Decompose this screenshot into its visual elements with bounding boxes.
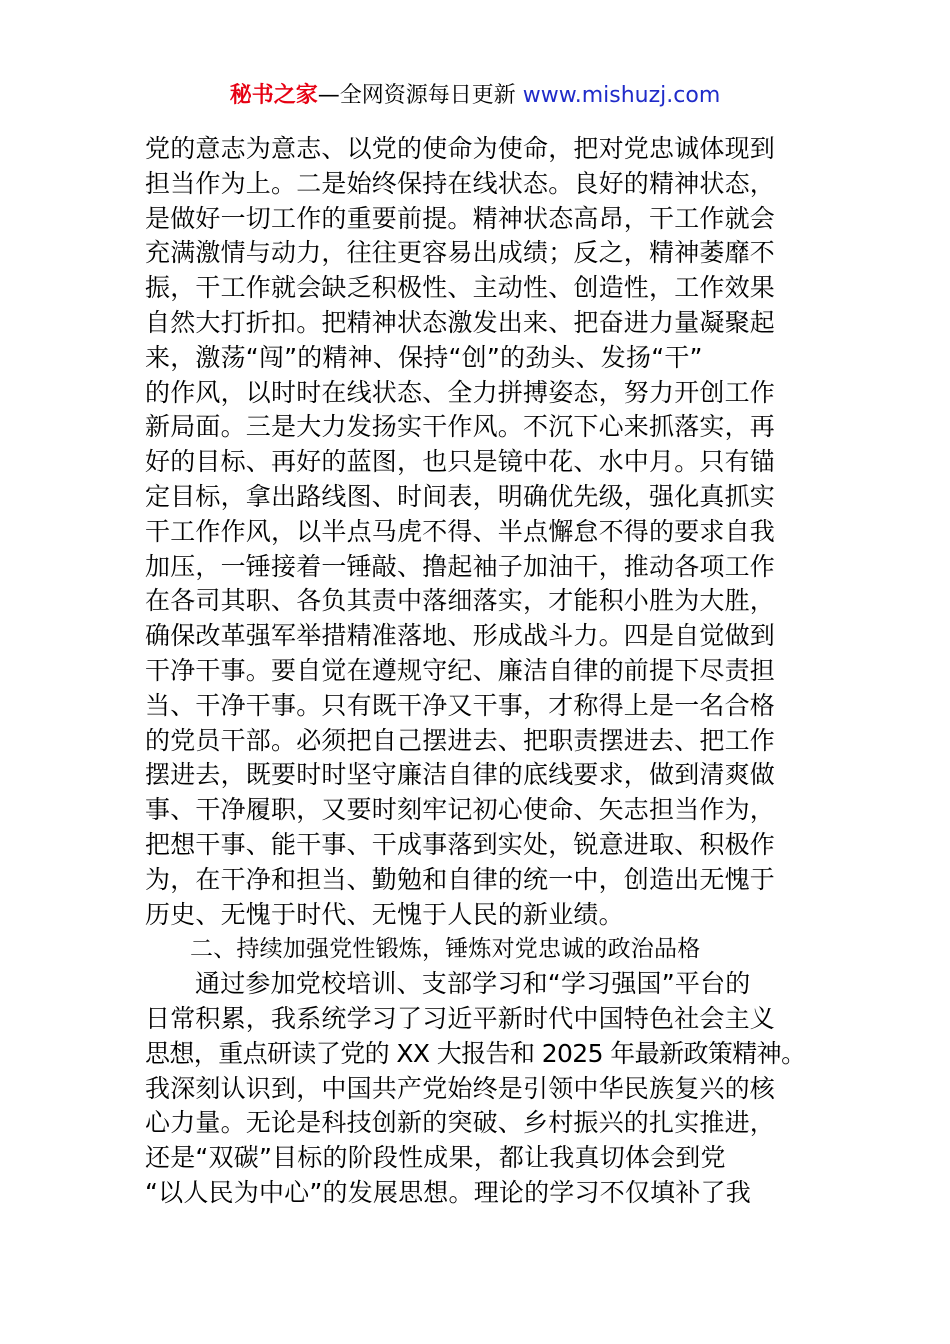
body-line: 是做好一切工作的重要前提。精神状态高昂，干工作就会 [145,203,776,233]
section-line: 思想，重点研读了党的 XX 大报告和 2025 年最新政策精神。 [145,1038,806,1068]
body-line: 担当作为上。二是始终保持在线状态。良好的精神状态， [145,168,776,198]
body-line: 确保改革强军举措精准落地、形成战斗力。四是自觉做到 [145,621,776,651]
site-url-link[interactable]: www.mishuzj.com [522,83,721,108]
body-line: 好的目标、再好的蓝图，也只是镜中花、水中月。只有锚 [145,447,776,477]
body-line: 摆进去，既要时时坚守廉洁自律的底线要求，做到清爽做 [145,760,776,790]
body-line: 党的意志为意志、以党的使命为使命，把对党忠诚体现到 [145,134,776,163]
body-line: 的党员干部。必须把自己摆进去、把职责摆进去、把工作 [145,725,776,755]
body-line: 历史、无愧于时代、无愧于人民的新业绩。 [145,899,624,929]
section-heading: 二、持续加强党性锻炼，锤炼对党忠诚的政治品格 [190,936,701,963]
body-line: 干工作作风，以半点马虎不得、半点懈怠不得的要求自我 [145,516,776,546]
document-body [145,132,815,1211]
section-line: 心力量。无论是科技创新的突破、乡村振兴的扎实推进， [145,1108,776,1138]
section-line: “以人民为中心”的发展思想。理论的学习不仅填补了我 [145,1177,751,1207]
body-line: 在各司其职、各负其责中落细落实，才能积小胜为大胜， [145,586,776,616]
body-line: 定目标，拿出路线图、时间表，明确优先级，强化真抓实 [145,481,776,511]
body-line: 事、干净履职，又要时刻牢记初心使命、矢志担当作为， [145,795,776,825]
body-line: 的作风，以时时在线状态、全力拼搏姿态，努力开创工作 [145,377,776,407]
body-line: 来，激荡“闯”的精神、保持“创”的劲头、发扬“干” [145,342,703,372]
body-line: 把想干事、能干事、干成事落到实处，锐意进取、积极作 [145,829,776,859]
section-line: 还是“双碳”目标的阶段性成果，都让我真切体会到党 [145,1143,726,1173]
body-line: 当、干净干事。只有既干净又干事，才称得上是一名合格 [145,690,776,720]
body-line: 充满激情与动力，往往更容易出成绩；反之，精神萎靡不 [145,238,776,268]
body-line: 为，在干净和担当、勤勉和自律的统一中，创造出无愧于 [145,864,776,894]
body-line: 新局面。三是大力发扬实干作风。不沉下心来抓落实，再 [145,412,776,442]
body-line: 加压，一锤接着一锤敲、撸起袖子加油干，推动各项工作 [145,551,776,581]
body-line: 自然大打折扣。把精神状态激发出来、把奋进力量凝聚起 [145,307,776,337]
page-header [0,80,950,112]
section-line: 通过参加党校培训、支部学习和“学习强国”平台的 [195,969,751,999]
section-line: 日常积累，我系统学习了习近平新时代中国特色社会主义 [145,1003,776,1033]
header-tagline: —全网资源每日更新 [317,83,523,108]
body-line: 振，干工作就会缺乏积极性、主动性、创造性，工作效果 [145,273,776,303]
brand-name: 秘书之家 [229,83,318,108]
section-line: 我深刻认识到，中国共产党始终是引领中华民族复兴的核 [145,1073,776,1103]
body-line: 干净干事。要自觉在遵规守纪、廉洁自律的前提下尽责担 [145,655,776,685]
